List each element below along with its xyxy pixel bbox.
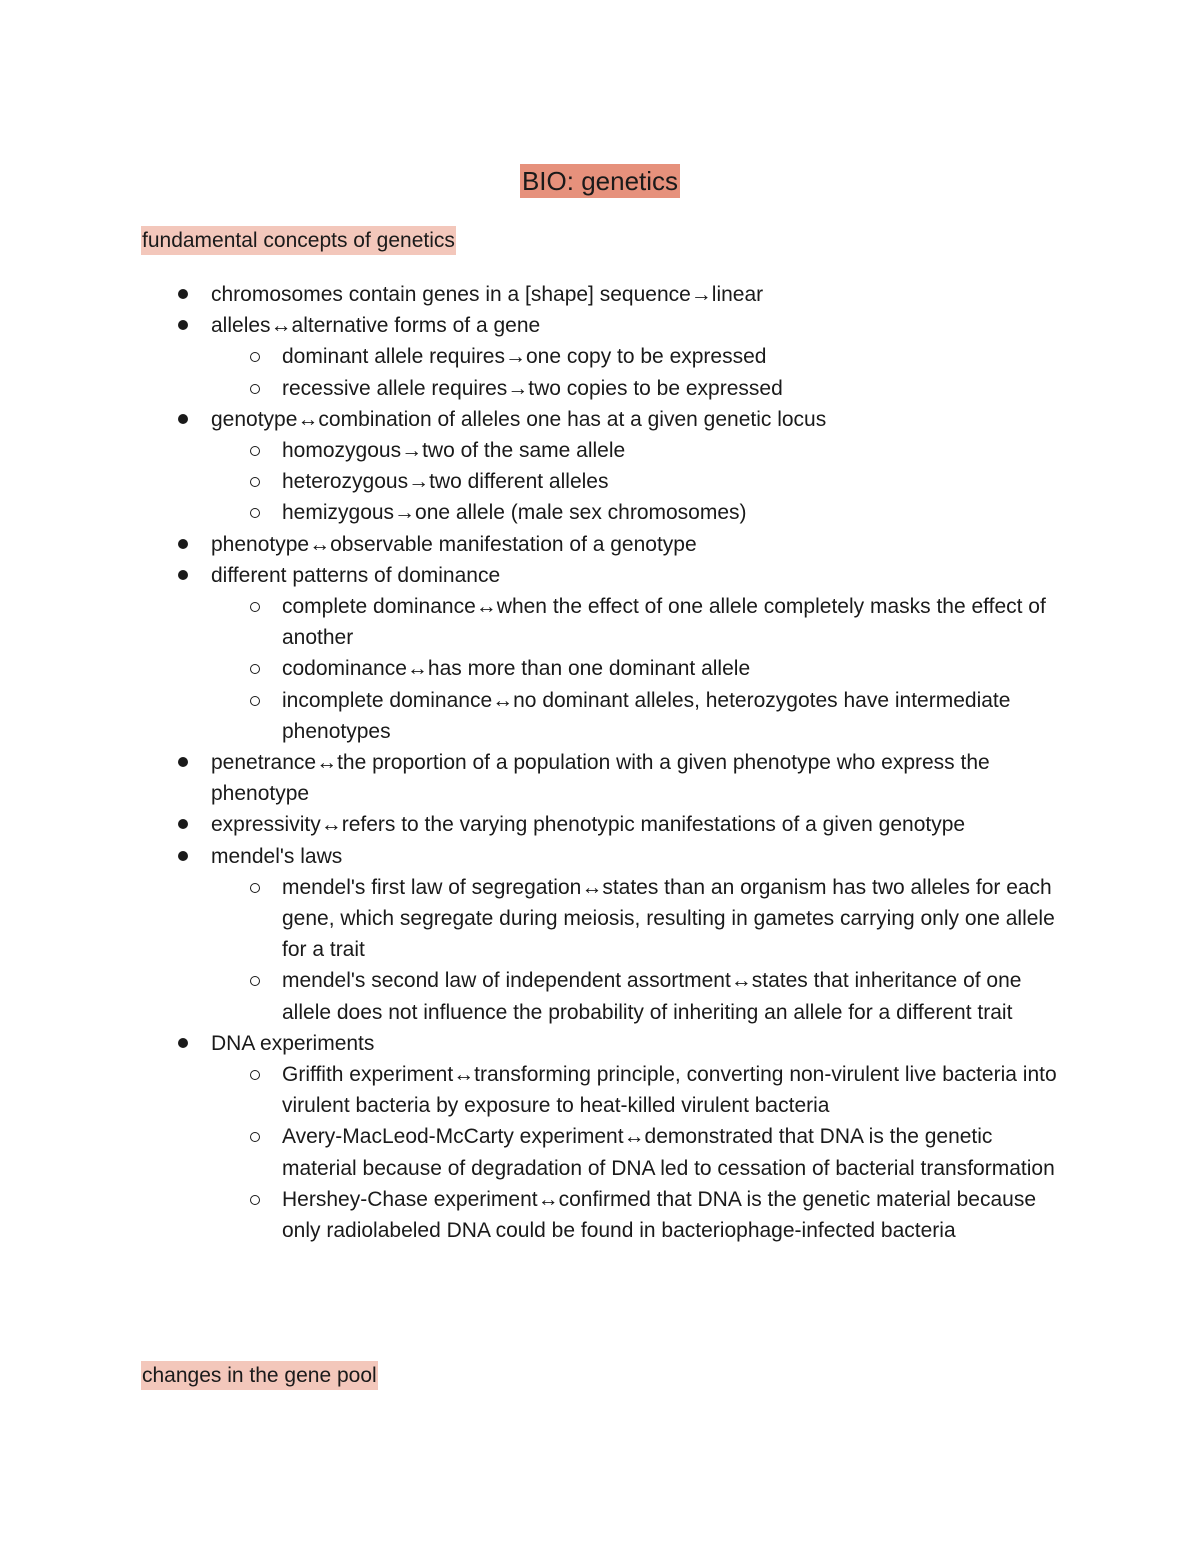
list-item-text: mendel's first law of segregation↔states than an organism has two alleles for each gene, which segregate during meiosis, resulting in gametes carrying only one allele for a trait bbox=[282, 875, 1055, 962]
sub-list-item bbox=[282, 653, 1072, 684]
list-item-text: homozygous→two of the same allele bbox=[282, 439, 626, 463]
list-item-text: alleles↔alternative forms of a gene bbox=[211, 314, 541, 338]
hollow-bullet-icon bbox=[250, 1132, 260, 1142]
list-item bbox=[211, 809, 1071, 840]
list-item-text: Hershey-Chase experiment↔confirmed that DNA is the genetic material because only radiolabeled DNA could be found in bacteriophage-infected bacteria bbox=[282, 1187, 1037, 1243]
hollow-bullet-icon bbox=[250, 664, 260, 674]
hollow-bullet-icon bbox=[250, 602, 260, 612]
document-title bbox=[0, 164, 1200, 198]
section-heading-fundamental-concepts bbox=[141, 226, 456, 255]
list-item-text: expressivity↔refers to the varying phenotypic manifestations of a given genotype bbox=[211, 813, 966, 837]
hollow-bullet-icon bbox=[250, 976, 260, 986]
list-item-text: hemizygous→one allele (male sex chromosomes) bbox=[282, 501, 747, 525]
hollow-bullet-icon bbox=[250, 384, 260, 394]
list-item-text: heterozygous→two different alleles bbox=[282, 470, 609, 494]
sub-list-item bbox=[282, 497, 1072, 528]
hollow-bullet-icon bbox=[250, 477, 260, 487]
list-item-text: genotype↔combination of alleles one has at a given genetic locus bbox=[211, 407, 827, 431]
hollow-bullet-icon bbox=[250, 1195, 260, 1205]
section-heading-text: fundamental concepts of genetics bbox=[141, 226, 456, 255]
list-item-text: DNA experiments bbox=[211, 1031, 375, 1055]
filled-bullet-icon bbox=[178, 819, 188, 829]
list-item-text: complete dominance↔when the effect of one allele completely masks the effect of another bbox=[282, 595, 1046, 650]
hollow-bullet-icon bbox=[250, 883, 260, 893]
list-item-text: Avery-MacLeod-McCarty experiment↔demonstrated that DNA is the genetic material because of degradation of DNA led to cessation of bacterial transformation bbox=[282, 1125, 1055, 1180]
sub-list-item bbox=[282, 1184, 1072, 1246]
sub-list-item bbox=[282, 872, 1072, 966]
section-heading-gene-pool bbox=[141, 1361, 378, 1390]
sub-list-item bbox=[282, 1121, 1072, 1183]
filled-bullet-icon bbox=[178, 570, 188, 580]
sub-list-item bbox=[282, 685, 1072, 747]
filled-bullet-icon bbox=[178, 320, 188, 330]
sub-list-item bbox=[282, 435, 1072, 466]
list-item-text: mendel's laws bbox=[211, 844, 343, 868]
list-item-text: penetrance↔the proportion of a population with a given phenotype who express the phenotype bbox=[211, 751, 990, 806]
list-item bbox=[211, 841, 1071, 872]
sub-list-item bbox=[282, 1059, 1072, 1121]
filled-bullet-icon bbox=[178, 757, 188, 767]
hollow-bullet-icon bbox=[250, 352, 260, 362]
hollow-bullet-icon bbox=[250, 696, 260, 706]
document-title-text: BIO: genetics bbox=[521, 166, 679, 196]
list-item-text: dominant allele requires→one copy to be expressed bbox=[282, 345, 767, 369]
sub-list-item bbox=[282, 341, 1072, 372]
list-item bbox=[211, 529, 1071, 560]
list-item bbox=[211, 404, 1071, 435]
list-item bbox=[211, 747, 1071, 809]
list-item-text: Griffith experiment↔transforming principle, converting non-virulent live bacteria into virulent bacteria by exposure to heat-killed virulent bacteria bbox=[282, 1063, 1057, 1118]
list-item-text: codominance↔has more than one dominant allele bbox=[282, 657, 751, 681]
filled-bullet-icon bbox=[178, 289, 188, 299]
list-item-text: incomplete dominance↔no dominant alleles, heterozygotes have intermediate phenotypes bbox=[282, 688, 1011, 743]
hollow-bullet-icon bbox=[250, 1070, 260, 1080]
list-item-text: chromosomes contain genes in a [shape] sequence→linear bbox=[211, 283, 764, 306]
filled-bullet-icon bbox=[178, 414, 188, 424]
filled-bullet-icon bbox=[178, 539, 188, 549]
list-item-text: different patterns of dominance bbox=[211, 563, 501, 587]
bullet-list bbox=[0, 279, 1200, 1246]
sub-list-item bbox=[282, 373, 1072, 404]
list-item bbox=[211, 279, 1071, 310]
section-heading-text: changes in the gene pool bbox=[141, 1361, 378, 1390]
list-item-text: mendel's second law of independent assortment↔states that inheritance of one allele does not influence the probability of inheriting an allele for a different trait bbox=[282, 969, 1022, 1024]
list-item bbox=[211, 310, 1071, 341]
sub-list-item bbox=[282, 965, 1072, 1027]
sub-list-item bbox=[282, 466, 1072, 497]
hollow-bullet-icon bbox=[250, 508, 260, 518]
filled-bullet-icon bbox=[178, 1038, 188, 1048]
list-item bbox=[211, 560, 1071, 591]
hollow-bullet-icon bbox=[250, 446, 260, 456]
list-item-text: phenotype↔observable manifestation of a genotype bbox=[211, 532, 697, 556]
sub-list-item bbox=[282, 591, 1072, 653]
list-item-text: recessive allele requires→two copies to be expressed bbox=[282, 376, 783, 400]
list-item bbox=[211, 1028, 1071, 1059]
filled-bullet-icon bbox=[178, 851, 188, 861]
